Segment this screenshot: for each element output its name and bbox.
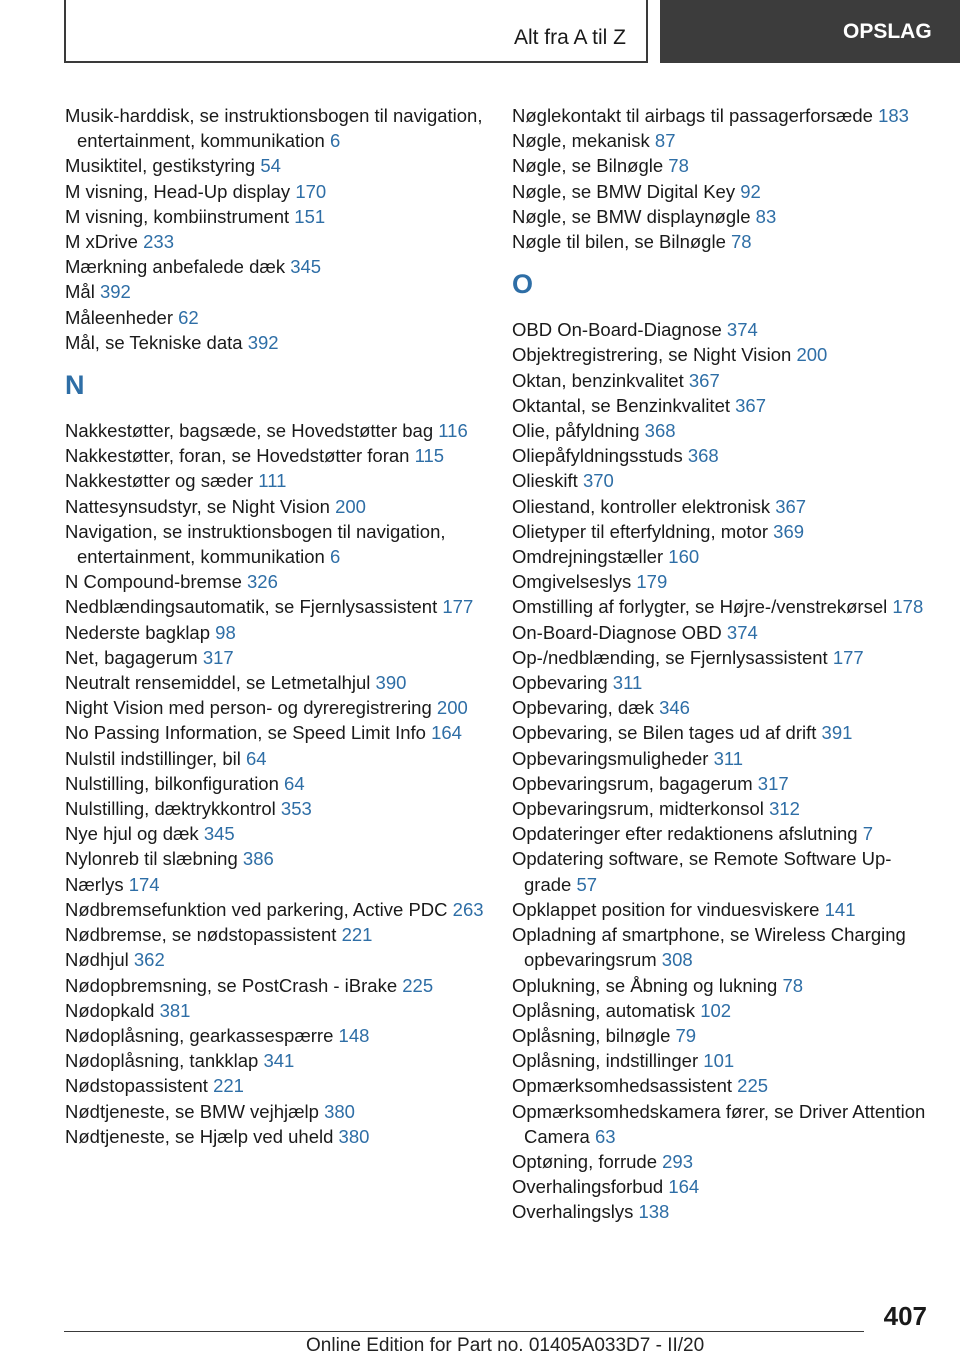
index-entry-text: Navigation, se instruktionsbogen til navigation, entertainment, kommunikation bbox=[65, 520, 446, 568]
index-entry-text: Nøgle, se BMW Digital Key bbox=[512, 180, 736, 202]
page-reference-link[interactable]: 160 bbox=[668, 546, 700, 568]
page-reference-link[interactable]: 200 bbox=[796, 344, 828, 366]
index-entry bbox=[512, 1149, 932, 1174]
index-entry bbox=[65, 645, 485, 670]
index-entry-text: Oktantal, se Benzinkvalitet bbox=[512, 394, 730, 416]
index-entry-text: N Compound-bremse bbox=[65, 571, 242, 593]
index-entry bbox=[512, 443, 932, 468]
index-entry-text: Oplåsning, indstillinger bbox=[512, 1050, 699, 1072]
page-reference-link[interactable]: 233 bbox=[143, 231, 174, 253]
page-reference-link[interactable]: 346 bbox=[659, 697, 690, 719]
index-entry-text: Nødbremse, se nødstopassistent bbox=[65, 924, 337, 946]
page-reference-link[interactable]: 62 bbox=[178, 306, 199, 328]
index-entry-text: Nøgle, mekanisk bbox=[512, 130, 650, 152]
index-entry-text: Musiktitel, gestikstyring bbox=[65, 155, 256, 177]
page-reference-link[interactable]: 362 bbox=[133, 949, 165, 971]
index-entry bbox=[512, 821, 932, 846]
index-entry-text: Nødopkald bbox=[65, 999, 155, 1021]
index-entry bbox=[512, 494, 932, 519]
page-reference-link[interactable]: 311 bbox=[713, 747, 744, 769]
page-reference-link[interactable]: 87 bbox=[654, 130, 676, 152]
index-entry-text: Nye hjul og dæk bbox=[65, 823, 199, 845]
index-entry bbox=[65, 1124, 485, 1149]
page-reference-link[interactable]: 98 bbox=[215, 621, 236, 643]
index-entry-text: Nødopbremsning, se PostCrash - iBrake bbox=[65, 974, 398, 996]
page-reference-link[interactable]: 392 bbox=[247, 331, 279, 353]
index-entry-text: Neutralt rensemiddel, se Letmetalhjul bbox=[65, 672, 371, 694]
index-entry bbox=[512, 746, 932, 771]
index-entry-text: Nakkestøtter, foran, se Hovedstøtter foran bbox=[65, 445, 410, 467]
index-entry-text: Nødhjul bbox=[65, 949, 129, 971]
page-reference-link[interactable]: 391 bbox=[821, 722, 853, 744]
index-entry-text: Nakkestøtter, bagsæde, se Hovedstøtter bag bbox=[65, 420, 434, 442]
page-reference-link[interactable]: 7 bbox=[862, 823, 873, 845]
index-entry bbox=[512, 720, 932, 745]
page-reference-link[interactable]: 311 bbox=[612, 672, 643, 694]
index-entry bbox=[65, 670, 485, 695]
index-entry-text: Nødbremsefunktion ved parkering, Active PDC bbox=[65, 898, 448, 920]
page-reference-link[interactable]: 54 bbox=[260, 155, 281, 177]
index-entry-text: Nøglekontakt til airbags til passagerforsæde bbox=[512, 105, 873, 126]
page-reference-link[interactable]: 92 bbox=[740, 180, 761, 202]
page-reference-link[interactable]: 148 bbox=[338, 1024, 370, 1046]
index-entry-text: Måleenheder bbox=[65, 306, 173, 328]
index-entry-text: On-Board-Diagnose OBD bbox=[512, 621, 722, 643]
index-entry-text: Nøgle, se BMW displaynøgle bbox=[512, 205, 751, 227]
index-entry bbox=[65, 519, 485, 569]
index-letter-heading: O bbox=[512, 269, 534, 300]
index-entry bbox=[65, 204, 485, 229]
page-reference-link[interactable]: 312 bbox=[769, 798, 800, 820]
index-entry bbox=[65, 443, 485, 468]
index-entry-text: Opklappet position for vinduesviskere bbox=[512, 898, 820, 920]
page-reference-link[interactable]: 374 bbox=[726, 319, 758, 341]
page-reference-link[interactable]: 64 bbox=[245, 747, 267, 769]
index-entry-text: Mærkning anbefalede dæk bbox=[65, 256, 286, 278]
page-reference-link[interactable]: 78 bbox=[782, 974, 804, 996]
index-entry bbox=[512, 468, 932, 493]
page-reference-link[interactable]: 225 bbox=[737, 1075, 769, 1097]
index-entry-text: Opdatering software, se Remote Software Upgrade bbox=[512, 848, 892, 895]
page-reference-link[interactable]: 179 bbox=[636, 571, 668, 593]
index-entry bbox=[65, 1073, 485, 1098]
index-entry-text: Nærlys bbox=[65, 873, 124, 895]
page-reference-link[interactable]: 369 bbox=[773, 520, 805, 542]
index-entry-text: Oplåsning, bilnøgle bbox=[512, 1024, 671, 1046]
index-entry bbox=[512, 973, 932, 998]
index-entry-text: Opbevaringsrum, midterkonsol bbox=[512, 798, 764, 820]
page-reference-link[interactable]: 200 bbox=[335, 495, 366, 517]
index-entry bbox=[65, 746, 485, 771]
index-entry bbox=[65, 179, 485, 204]
index-entry-text: Nulstilling, dæktrykkontrol bbox=[65, 798, 276, 820]
page-reference-link[interactable]: 183 bbox=[878, 105, 909, 126]
page-reference-link[interactable]: 367 bbox=[775, 495, 807, 517]
index-entry-text: Nederste bagklap bbox=[65, 621, 211, 643]
index-entry bbox=[65, 569, 485, 594]
index-entry bbox=[65, 872, 485, 897]
index-entry bbox=[65, 947, 485, 972]
index-entry bbox=[512, 569, 932, 594]
index-entry-text: Nødoplåsning, gearkassespærre bbox=[65, 1024, 334, 1046]
footer-divider bbox=[64, 1331, 864, 1332]
index-entry-text: Musik-harddisk, se instruktionsbogen til navigation, entertainment, kommunikation bbox=[65, 105, 483, 152]
index-entry bbox=[65, 973, 485, 998]
index-entry-text: Omdrejningstæller bbox=[512, 546, 664, 568]
index-entry bbox=[65, 254, 485, 279]
page-reference-link[interactable]: 390 bbox=[375, 672, 407, 694]
index-entry bbox=[512, 418, 932, 443]
index-entry-text: Opbevaring, dæk bbox=[512, 697, 654, 719]
index-entry bbox=[65, 846, 485, 871]
index-entry-text: Mål bbox=[65, 281, 95, 303]
page-reference-link[interactable]: 78 bbox=[668, 155, 689, 177]
index-entry bbox=[65, 494, 485, 519]
index-entry bbox=[65, 922, 485, 947]
page-reference-link[interactable]: 221 bbox=[341, 924, 373, 946]
page-reference-link[interactable]: 386 bbox=[242, 848, 274, 870]
index-entry-text: Oliepåfyldningsstuds bbox=[512, 445, 683, 467]
page-reference-link[interactable]: 367 bbox=[735, 394, 767, 416]
page-reference-link[interactable]: 6 bbox=[329, 546, 341, 568]
index-entry bbox=[512, 645, 932, 670]
index-entry-text: Opladning af smartphone, se Wireless Charging opbevaringsrum bbox=[512, 924, 906, 971]
page-reference-link[interactable]: 6 bbox=[329, 130, 341, 152]
page-reference-link[interactable]: 380 bbox=[324, 1100, 355, 1122]
index-entry-text: Nøgle til bilen, se Bilnøgle bbox=[512, 231, 726, 253]
index-entry bbox=[512, 846, 932, 896]
page-reference-link[interactable]: 392 bbox=[99, 281, 131, 303]
index-entry bbox=[65, 998, 485, 1023]
index-entry bbox=[65, 821, 485, 846]
index-entry bbox=[512, 544, 932, 569]
page-reference-link[interactable]: 83 bbox=[755, 205, 777, 227]
index-entry bbox=[512, 1048, 932, 1073]
index-entry-text: Objektregistrering, se Night Vision bbox=[512, 344, 792, 366]
page-reference-link[interactable]: 353 bbox=[280, 798, 312, 820]
index-entry-text: Nødtjeneste, se BMW vejhjælp bbox=[65, 1100, 319, 1122]
page-reference-link[interactable]: 78 bbox=[731, 231, 752, 253]
page-reference-link[interactable]: 111 bbox=[258, 470, 287, 492]
index-entry-text: Olieskift bbox=[512, 470, 578, 492]
page-reference-link[interactable]: 317 bbox=[757, 772, 789, 794]
page-reference-link[interactable]: 102 bbox=[700, 999, 732, 1021]
index-entry bbox=[65, 594, 485, 619]
page-reference-link[interactable]: 308 bbox=[661, 949, 693, 971]
page-reference-link[interactable]: 141 bbox=[824, 898, 856, 920]
index-entry-text: Olietyper til efterfyldning, motor bbox=[512, 520, 769, 542]
index-entry-text: Mål, se Tekniske data bbox=[65, 331, 243, 353]
index-entry-text: M xDrive bbox=[65, 231, 138, 253]
page-reference-link[interactable]: 326 bbox=[247, 571, 278, 593]
index-entry bbox=[512, 594, 932, 619]
page-reference-link[interactable]: 370 bbox=[582, 470, 614, 492]
page-reference-link[interactable]: 345 bbox=[290, 256, 322, 278]
page-reference-link[interactable]: 367 bbox=[688, 369, 720, 391]
footer-edition: Online Edition for Part no. 01405A033D7 - II/20 bbox=[306, 1335, 705, 1356]
index-entry bbox=[512, 1099, 932, 1149]
index-entry bbox=[512, 670, 932, 695]
index-entry bbox=[65, 695, 485, 720]
index-entry bbox=[65, 771, 485, 796]
index-entry-text: Nødstopassistent bbox=[65, 1075, 208, 1097]
index-entry-text: Op-/nedblænding, se Fjernlysassistent bbox=[512, 646, 828, 668]
index-entry bbox=[512, 620, 932, 645]
index-entry bbox=[512, 519, 932, 544]
page-reference-link[interactable]: 164 bbox=[431, 722, 462, 744]
index-entry bbox=[512, 229, 932, 254]
page-reference-link[interactable]: 138 bbox=[638, 1201, 670, 1223]
index-entry bbox=[512, 922, 932, 972]
index-entry-text: Nattesynsudstyr, se Night Vision bbox=[65, 495, 330, 517]
index-entry bbox=[65, 1048, 485, 1073]
index-entry-text: No Passing Information, se Speed Limit Info bbox=[65, 722, 426, 744]
index-entry bbox=[65, 229, 485, 254]
index-entry-text: M visning, kombiinstrument bbox=[65, 205, 290, 227]
index-entry bbox=[512, 695, 932, 720]
index-entry-text: Nulstilling, bilkonfiguration bbox=[65, 772, 279, 794]
index-entry-text: Opbevaring bbox=[512, 672, 608, 694]
index-entry bbox=[65, 620, 485, 645]
index-entry-text: Olie, påfyldning bbox=[512, 420, 640, 442]
page-reference-link[interactable]: 57 bbox=[576, 873, 598, 895]
index-entry-text: Oplukning, se Åbning og lukning bbox=[512, 974, 778, 996]
index-entry-text: Nakkestøtter og sæder bbox=[65, 470, 254, 492]
index-entry-text: Net, bagagerum bbox=[65, 646, 198, 668]
index-entry-text: Overhalingsforbud bbox=[512, 1176, 664, 1198]
page-reference-link[interactable]: 317 bbox=[202, 646, 234, 668]
index-entry bbox=[512, 342, 932, 367]
index-entry-text: Opmærksomhedskamera fører, se Driver Attention Camera bbox=[512, 1100, 926, 1147]
index-entry bbox=[65, 796, 485, 821]
index-entry-text: Opdateringer efter redaktionens afslutning bbox=[512, 823, 858, 845]
index-entry bbox=[512, 1023, 932, 1048]
page-reference-link[interactable]: 293 bbox=[662, 1150, 694, 1172]
index-entry bbox=[512, 368, 932, 393]
page-number: 407 bbox=[883, 1301, 927, 1331]
index-entry bbox=[512, 153, 932, 178]
page-reference-link[interactable]: 345 bbox=[203, 823, 235, 845]
index-entry-text: Nøgle, se Bilnøgle bbox=[512, 155, 664, 177]
index-entry-text: Nedblændingsautomatik, se Fjernlysassistent bbox=[65, 596, 438, 618]
index-entry bbox=[65, 279, 485, 304]
index-entry bbox=[65, 468, 485, 493]
index-entry-text: Oktan, benzinkvalitet bbox=[512, 369, 684, 391]
page-reference-link[interactable]: 63 bbox=[594, 1125, 616, 1147]
index-entry bbox=[65, 103, 485, 153]
page-reference-link[interactable]: 116 bbox=[438, 420, 468, 442]
index-entry bbox=[512, 897, 932, 922]
page-reference-link[interactable]: 200 bbox=[436, 697, 468, 719]
page-reference-link[interactable]: 380 bbox=[338, 1125, 370, 1147]
index-entry-text: Omstilling af forlygter, se Højre-/venstrekørsel bbox=[512, 596, 888, 618]
index-entry bbox=[512, 1199, 932, 1224]
index-entry-text: Opbevaringsrum, bagagerum bbox=[512, 772, 753, 794]
page-reference-link[interactable]: 164 bbox=[668, 1176, 700, 1198]
index-entry-text: Night Vision med person- og dyreregistrering bbox=[65, 697, 432, 719]
index-entry bbox=[65, 418, 485, 443]
index-entry bbox=[512, 1174, 932, 1199]
index-entry-text: Oplåsning, automatisk bbox=[512, 999, 696, 1021]
index-column-right bbox=[512, 103, 932, 1225]
index-entry-text: Overhalingslys bbox=[512, 1201, 634, 1223]
page-reference-link[interactable]: 221 bbox=[213, 1075, 244, 1097]
index-entry bbox=[512, 179, 932, 204]
index-entry-text: Nødtjeneste, se Hjælp ved uheld bbox=[65, 1125, 334, 1147]
page-reference-link[interactable]: 341 bbox=[263, 1050, 295, 1072]
index-entry-text: Nylonreb til slæbning bbox=[65, 848, 238, 870]
index-entry-text: Opbevaring, se Bilen tages ud af drift bbox=[512, 722, 817, 744]
index-entry-text: Nulstil indstillinger, bil bbox=[65, 747, 241, 769]
index-entry bbox=[65, 720, 485, 745]
index-entry bbox=[512, 998, 932, 1023]
page-reference-link[interactable]: 174 bbox=[128, 873, 160, 895]
page-reference-link[interactable]: 79 bbox=[675, 1024, 697, 1046]
index-entry bbox=[512, 204, 932, 229]
index-entry-text: Opmærksomhedsassistent bbox=[512, 1075, 733, 1097]
index-entry-text: Omgivelseslys bbox=[512, 571, 632, 593]
index-entry bbox=[512, 771, 932, 796]
page-reference-link[interactable]: 101 bbox=[703, 1050, 735, 1072]
index-entry-text: OBD On-Board-Diagnose bbox=[512, 319, 722, 341]
page-reference-link[interactable]: 151 bbox=[294, 205, 326, 227]
index-entry bbox=[512, 128, 932, 153]
index-entry bbox=[512, 103, 932, 128]
page-reference-link[interactable]: 381 bbox=[159, 999, 191, 1021]
index-entry bbox=[512, 393, 932, 418]
index-entry bbox=[65, 1023, 485, 1048]
index-entry bbox=[512, 317, 932, 342]
index-entry bbox=[65, 153, 485, 178]
section-tab[interactable]: OPSLAG bbox=[660, 0, 960, 63]
index-entry bbox=[65, 305, 485, 330]
page-reference-link[interactable]: 177 bbox=[442, 596, 474, 618]
page-reference-link[interactable]: 178 bbox=[892, 596, 924, 618]
page-reference-link[interactable]: 170 bbox=[295, 180, 327, 202]
index-entry bbox=[512, 1073, 932, 1098]
page-reference-link[interactable]: 368 bbox=[687, 445, 719, 467]
index-letter-heading: N bbox=[65, 370, 85, 401]
index-entry bbox=[65, 897, 485, 922]
index-entry-text: Optøning, forrude bbox=[512, 1150, 657, 1172]
page-reference-link[interactable]: 115 bbox=[414, 445, 445, 467]
page-reference-link[interactable]: 263 bbox=[452, 898, 484, 920]
page-reference-link[interactable]: 368 bbox=[644, 420, 676, 442]
index-entry-text: Opbevaringsmuligheder bbox=[512, 747, 709, 769]
page-reference-link[interactable]: 374 bbox=[726, 621, 758, 643]
index-entry-text: M visning, Head-Up display bbox=[65, 180, 291, 202]
page-reference-link[interactable]: 177 bbox=[832, 646, 864, 668]
index-entry-text: Oliestand, kontroller elektronisk bbox=[512, 495, 771, 517]
index-entry-text: Nødoplåsning, tankklap bbox=[65, 1050, 259, 1072]
index-entry bbox=[65, 1099, 485, 1124]
page-reference-link[interactable]: 225 bbox=[402, 974, 434, 996]
page-reference-link[interactable]: 64 bbox=[284, 772, 305, 794]
section-title: Alt fra A til Z bbox=[513, 26, 626, 49]
index-entry bbox=[512, 796, 932, 821]
index-column-left bbox=[65, 103, 485, 1149]
index-entry bbox=[65, 330, 485, 355]
